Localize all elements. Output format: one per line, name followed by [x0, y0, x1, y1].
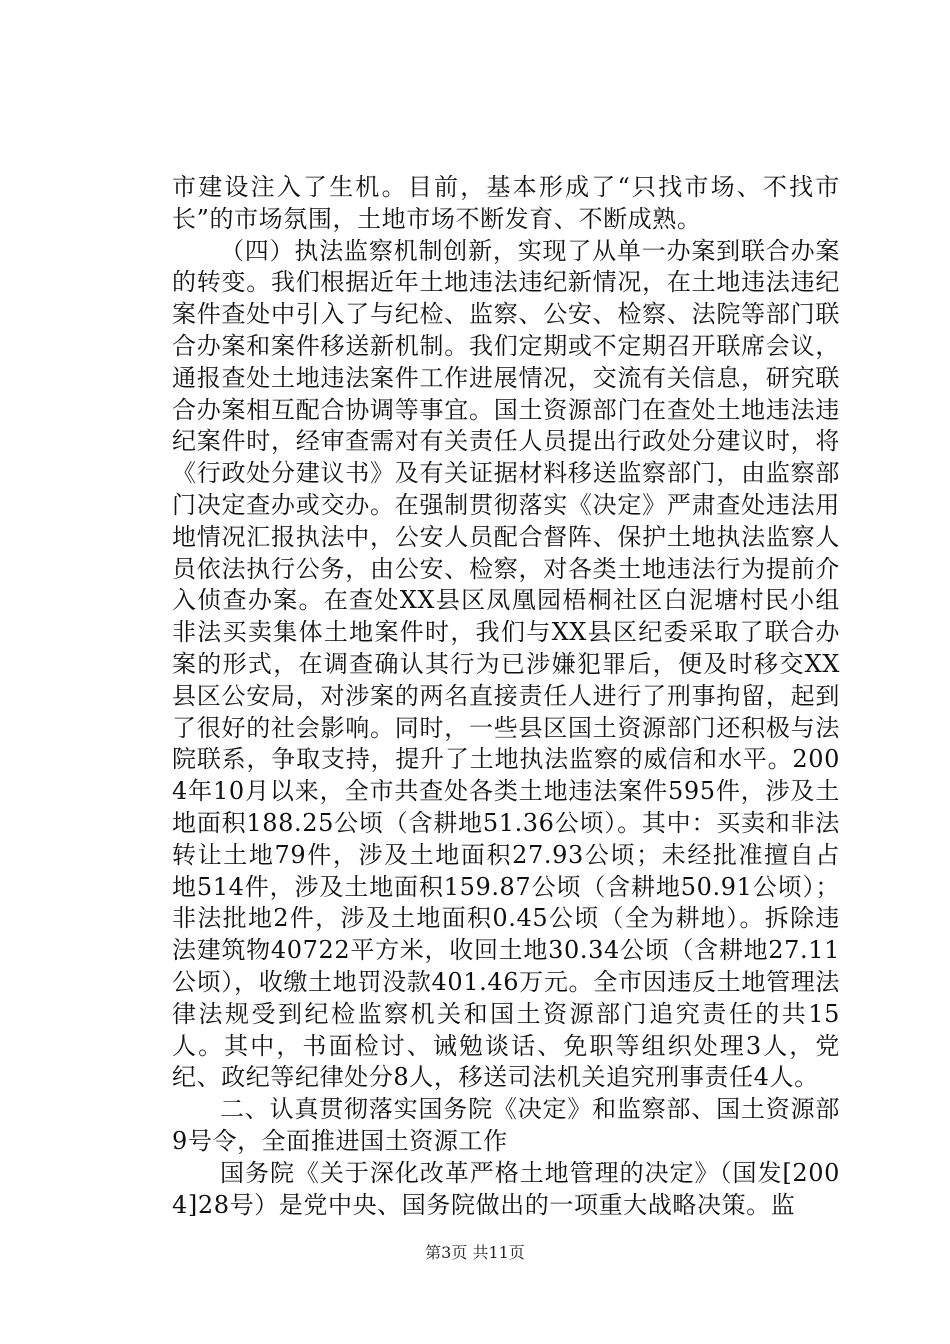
- paragraph-continuation: 市建设注入了生机。目前，基本形成了“只找市场、不找市长”的市场氛围，土地市场不断发育、不断成熟。: [172, 173, 840, 233]
- paragraph-section-2-intro: 国务院《关于深化改革严格土地管理的决定》（国发[2004]28号）是党中央、国务院做出的一项重大战略决策。监: [172, 1158, 840, 1219]
- section-heading: 二、认真贯彻落实国务院《决定》和监察部、国土资源部9号令，全面推进国土资源工作: [172, 1095, 840, 1155]
- paragraph-section-4: （四）执法监察机制创新，实现了从单一办案到联合办案的转变。我们根据近年土地违法违纪新情况，在土地违法违纪案件查处中引入了与纪检、监察、公安、检察、法院等部门联合办案和案件移送新机制。我们定期或不定期召开联席会议，通报查处土地违法案件工作进展情况，交流有关信息，研究联合办案相互配合协调等事宜。国土资源部门在查处土地违法违纪案件时，经审查需对有关责任人员提出行政处分建议时，将《行政处分建议书》及有关证据材料移送监察部门，由监察部门决定查办或交办。在强制贯彻落实《决定》严肃查处违法用地情况汇报执法中，公安人员配合督阵、保护土地执法监察人员依法执行公务，由公安、检察，对各类土地违法行为提前介入侦查办案。在查处XX县区凤凰园梧桐社区白泥塘村民小组非法买卖集体土地案件时，我们与XX县区纪委采取了联合办案的形式，在调查确认其行为已涉嫌犯罪后，便及时移交XX县区公安局，对涉案的两名直接责任人进行了刑事拘留，起到了很好的社会影响。同时，一些县区国土资源部门还积极与法院联系，争取支持，提升了土地执法监察的威信和水平。2004年10月以来，全市共查处各类土地违法案件595件，涉及土地面积188.25公顷（含耕地51.36公顷）。其中：买卖和非法转让土地79件，涉及土地面积27.93公顷；未经批准擅自占地514件，涉及土地面积159.87公顷（含耕地50.91公顷）；非法批地2件，涉及土地面积0.45公顷（全为耕地）。拆除违法建筑物40722平方米，收回土地30.34公顷（含耕地27.11公顷），收缴土地罚没款401.46万元。全市因违反土地管理法律法规受到纪检监察机关和国土资源部门追究责任的共15人。其中，书面检讨、诫勉谈话、免职等组织处理3人，党纪、政纪等纪律处分8人，移送司法机关追究刑事责任4人。: [172, 236, 840, 1092]
- page-footer: 第3页 共11页: [425, 1243, 525, 1262]
- document-body: [172, 172, 840, 1221]
